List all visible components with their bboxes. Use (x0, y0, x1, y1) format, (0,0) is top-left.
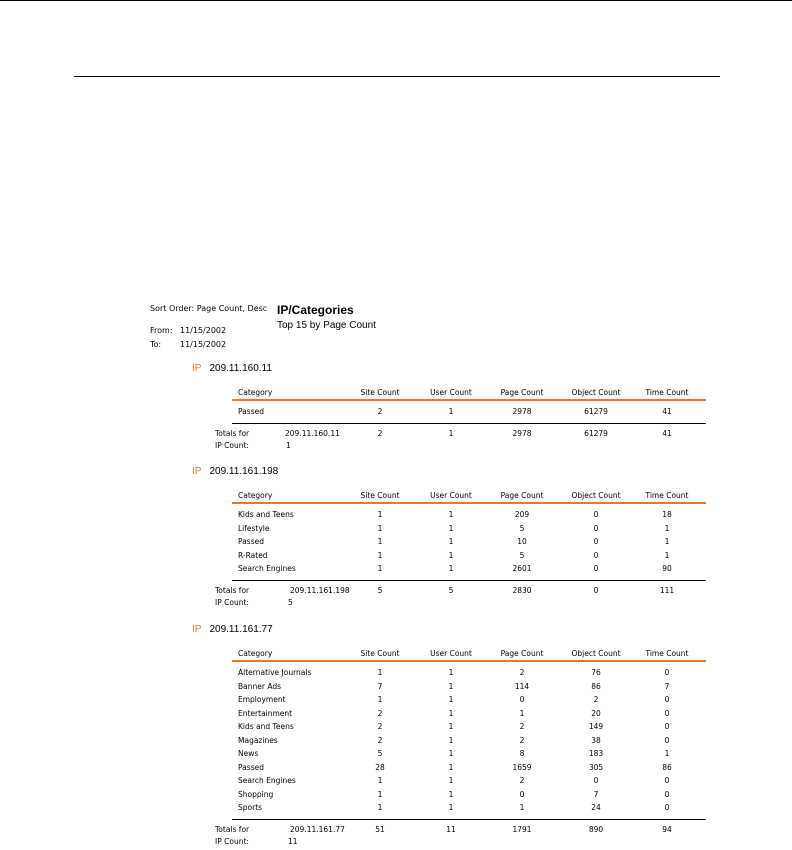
count-cell: 1 (664, 550, 670, 560)
count-cell: 20 (591, 708, 601, 718)
count-cell: 0 (593, 776, 599, 785)
count-cell: 1 (377, 803, 383, 812)
category-cell: Sports (238, 803, 263, 812)
count-cell: 183 (588, 749, 604, 758)
count-cell: 1 (448, 722, 454, 731)
count-cell: 7 (593, 789, 599, 799)
count-cell: 1 (377, 776, 383, 785)
totals-cell: 94 (662, 824, 672, 834)
count-cell: 18 (662, 510, 672, 519)
count-cell: 1 (377, 668, 383, 677)
category-cell: Shopping (238, 789, 274, 799)
column-header: Page Count (500, 649, 544, 658)
column-header: User Count (430, 491, 472, 500)
count-cell: 305 (588, 762, 604, 772)
count-cell: 2 (593, 695, 599, 704)
totals-ip: 209.11.160.11 (285, 428, 340, 438)
ip-count-value: 1 (286, 440, 291, 450)
category-cell: Banner Ads (238, 681, 281, 691)
count-cell: 0 (664, 668, 670, 677)
category-cell: News (238, 749, 259, 758)
count-cell: 5 (377, 749, 383, 758)
category-cell: Alternative Journals (238, 668, 312, 677)
totals-ip: 209.11.161.77 (290, 824, 345, 834)
count-cell: 86 (591, 681, 601, 691)
count-cell: 2 (377, 407, 383, 416)
count-cell: 24 (591, 803, 601, 812)
count-cell: 1659 (512, 762, 532, 772)
count-cell: 2 (377, 722, 383, 731)
date-to (150, 340, 226, 350)
totals-cell: 51 (375, 824, 385, 834)
count-cell: 1 (448, 668, 454, 677)
count-cell: 1 (448, 407, 454, 416)
sort-order-label: Sort Order: (150, 304, 195, 313)
category-cell: Magazines (238, 735, 278, 745)
count-cell: 2 (377, 735, 383, 745)
count-cell: 0 (664, 695, 670, 704)
category-cell: Search Engines (238, 564, 296, 573)
count-cell: 1 (377, 550, 383, 560)
count-cell: 2 (519, 668, 525, 677)
column-header: Object Count (571, 388, 621, 397)
to-value: 11/15/2002 (180, 340, 227, 349)
count-cell: 0 (664, 789, 670, 799)
totals-cell: 61279 (584, 428, 608, 438)
count-cell: 209 (514, 510, 530, 519)
count-cell: 1 (448, 695, 454, 704)
ip-count-label: IP Count: (215, 597, 249, 607)
totals-cell: 1791 (512, 824, 532, 834)
column-header: User Count (430, 649, 472, 658)
count-cell: 1 (377, 789, 383, 799)
header-underline (232, 399, 706, 401)
totals-cell: 2978 (512, 428, 532, 438)
column-header: Object Count (571, 649, 621, 658)
totals-cell: 111 (659, 585, 675, 595)
column-header: Site Count (360, 491, 400, 500)
ip-heading (192, 466, 278, 477)
count-cell: 1 (377, 523, 383, 533)
count-cell: 1 (448, 735, 454, 745)
count-cell: 2601 (512, 564, 532, 573)
column-header: Time Count (645, 649, 689, 658)
ip-address: 209.11.161.77 (209, 624, 273, 635)
count-cell: 2 (519, 722, 525, 731)
category-cell: Entertainment (238, 708, 293, 718)
count-cell: 1 (664, 523, 670, 533)
count-cell: 2 (377, 708, 383, 718)
count-cell: 1 (664, 537, 670, 546)
category-cell: Passed (238, 537, 264, 546)
from-value: 11/15/2002 (180, 326, 227, 335)
totals-cell: 890 (588, 824, 604, 834)
column-header: Page Count (500, 491, 544, 500)
totals-cell: 5 (377, 585, 383, 595)
count-cell: 1 (448, 749, 454, 758)
count-cell: 0 (664, 708, 670, 718)
totals-ip: 209.11.161.198 (290, 585, 350, 595)
count-cell: 0 (519, 789, 525, 799)
count-cell: 0 (593, 550, 599, 560)
count-cell: 76 (591, 668, 601, 677)
totals-cell: 0 (593, 585, 599, 595)
ip-address: 209.11.161.198 (209, 466, 279, 477)
count-cell: 1 (448, 789, 454, 799)
count-cell: 1 (448, 681, 454, 691)
ip-count-label: IP Count: (215, 440, 249, 450)
count-cell: 8 (519, 749, 525, 758)
count-cell: 2 (519, 776, 525, 785)
count-cell: 2 (519, 735, 525, 745)
totals-label: Totals for (215, 824, 250, 834)
count-cell: 114 (514, 681, 530, 691)
column-header: Category (238, 649, 273, 658)
count-cell: 0 (593, 564, 599, 573)
count-cell: 90 (662, 564, 672, 573)
count-cell: 0 (664, 776, 670, 785)
category-cell: Search Engines (238, 776, 296, 785)
column-header: Time Count (645, 491, 689, 500)
category-cell: Kids and Teens (238, 510, 294, 519)
count-cell: 5 (519, 550, 525, 560)
count-cell: 86 (662, 762, 672, 772)
count-cell: 1 (448, 708, 454, 718)
ip-heading (192, 624, 273, 635)
count-cell: 61279 (584, 407, 608, 416)
totals-cell: 2830 (512, 585, 532, 595)
count-cell: 1 (448, 803, 454, 812)
date-from (150, 326, 226, 336)
count-cell: 1 (377, 695, 383, 704)
column-header: Time Count (645, 388, 689, 397)
totals-cell: 1 (448, 428, 454, 438)
column-header: Site Count (360, 649, 400, 658)
count-cell: 28 (375, 762, 385, 772)
page-top-border (0, 0, 792, 1)
count-cell: 1 (448, 564, 454, 573)
count-cell: 1 (448, 537, 454, 546)
count-cell: 1 (448, 776, 454, 785)
header-rule (74, 76, 720, 77)
category-cell: Passed (238, 407, 264, 416)
totals-rule (232, 423, 706, 424)
count-cell: 0 (519, 695, 525, 704)
count-cell: 1 (377, 564, 383, 573)
column-header: Site Count (360, 388, 400, 397)
ip-label: IP (192, 466, 202, 477)
totals-cell: 2 (377, 428, 383, 438)
header-underline (232, 660, 706, 662)
count-cell: 0 (593, 537, 599, 546)
column-header: Page Count (500, 388, 544, 397)
to-label: To: (150, 340, 162, 349)
count-cell: 1 (519, 708, 525, 718)
totals-label: Totals for (215, 585, 250, 595)
totals-cell: 41 (662, 428, 672, 438)
ip-address: 209.11.160.11 (209, 363, 272, 374)
count-cell: 1 (377, 537, 383, 546)
category-cell: Passed (238, 762, 264, 772)
ip-label: IP (192, 363, 202, 374)
count-cell: 1 (519, 803, 525, 812)
count-cell: 41 (662, 407, 672, 416)
count-cell: 0 (593, 523, 599, 533)
category-cell: Employment (238, 695, 286, 704)
count-cell: 0 (664, 735, 670, 745)
column-header: Object Count (571, 491, 621, 500)
count-cell: 2978 (512, 407, 532, 416)
count-cell: 0 (593, 510, 599, 519)
ip-count-value: 11 (288, 836, 298, 846)
sort-order (150, 304, 267, 314)
column-header: User Count (430, 388, 472, 397)
header-underline (232, 502, 706, 504)
count-cell: 149 (588, 722, 604, 731)
category-cell: Lifestyle (238, 523, 270, 533)
column-header: Category (238, 491, 273, 500)
count-cell: 0 (664, 722, 670, 731)
category-cell: R-Rated (238, 550, 268, 560)
ip-count-value: 5 (288, 597, 293, 607)
count-cell: 1 (448, 510, 454, 519)
count-cell: 5 (519, 523, 525, 533)
column-header: Category (238, 388, 273, 397)
count-cell: 0 (664, 803, 670, 812)
ip-label: IP (192, 624, 202, 635)
totals-rule (232, 580, 706, 581)
totals-rule (232, 819, 706, 820)
count-cell: 7 (377, 681, 383, 691)
count-cell: 1 (448, 550, 454, 560)
report-subtitle: Top 15 by Page Count (277, 320, 376, 331)
count-cell: 10 (517, 537, 527, 546)
totals-cell: 5 (448, 585, 454, 595)
count-cell: 1 (377, 510, 383, 519)
ip-count-label: IP Count: (215, 836, 249, 846)
totals-label: Totals for (215, 428, 250, 438)
count-cell: 38 (591, 735, 601, 745)
category-cell: Kids and Teens (238, 722, 294, 731)
ip-heading (192, 363, 272, 374)
report-title: IP/Categories (277, 303, 354, 317)
sort-order-value: Page Count, Desc (196, 304, 268, 313)
totals-cell: 11 (446, 824, 456, 834)
count-cell: 1 (448, 523, 454, 533)
count-cell: 1 (448, 762, 454, 772)
from-label: From: (150, 326, 173, 335)
count-cell: 7 (664, 681, 670, 691)
count-cell: 1 (664, 749, 670, 758)
